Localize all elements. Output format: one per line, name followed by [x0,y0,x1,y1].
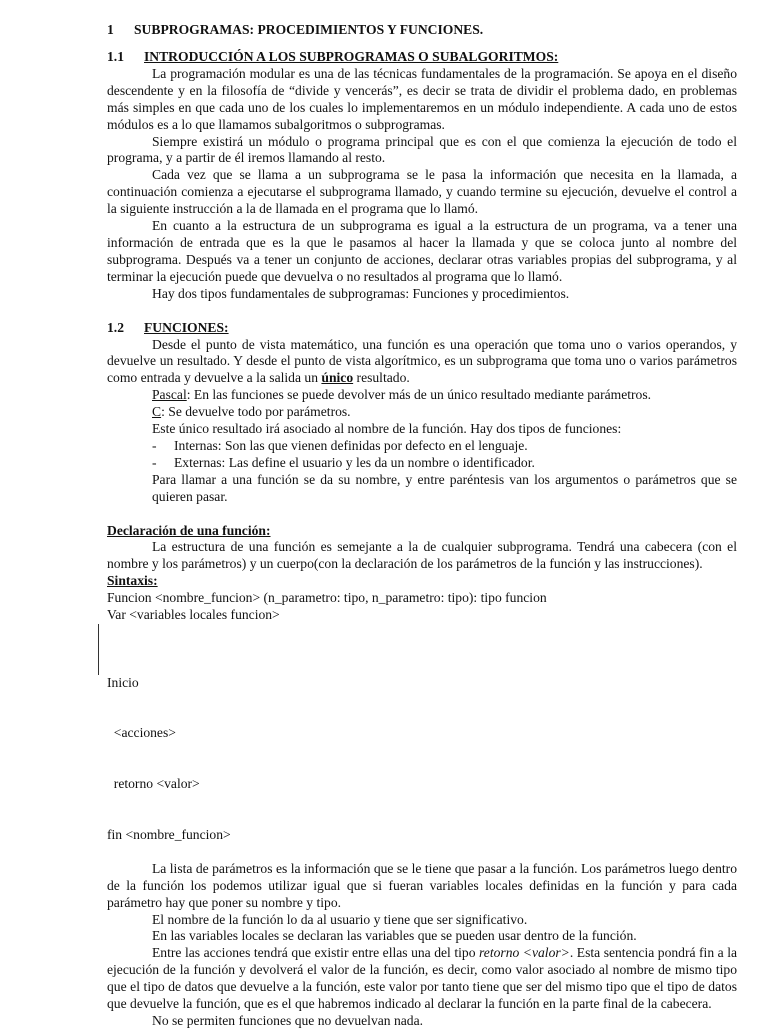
section-number: 1.1 [107,49,124,64]
paragraph-text: : Se devuelve todo por parámetros. [161,404,351,420]
code-inline: retorno <valor> [479,945,570,961]
paragraph-text: . Esta sentencia pondrá fin a la ejecución de la función y devolverá el valor de la función, es decir, como valor asociado al nombre de mismo tipo que el tipo de datos que devuelve a la función, este valor por tanto tiene que ser del mismo tipo que el tipo de datos que devuelve la función, que es el que habremos indicado al declarar la función en la parte final de la cabecera. [107,945,738,1012]
code-line: Inicio [107,674,139,690]
paragraph: Hay dos tipos fundamentales de subprogramas: Funciones y procedimientos. [152,285,570,301]
paragraph: Cada vez que se llama a un subprograma se le pasa la información que necesita en la llamada, a continuación comienza a ejecutarse el subprograma llamado, y cuando termine su ejecución, devuelve el control a la siguiente instrucción a la de llamada en el programa que lo llamó. [107,167,737,217]
code-line: Funcion <nombre_funcion> (n_parametro: tipo, n_parametro: tipo): tipo funcion [107,590,547,606]
code-body [107,624,737,827]
syntax-label: Sintaxis: [107,573,158,589]
paragraph-text: Entre las acciones tendrá que existir entre ellas una del tipo [152,945,480,961]
paragraph: El nombre de la función lo da al usuario y tiene que ser significativo. [152,911,528,927]
list-item: - Externas: Las define el usuario y les da un nombre o identificador. [107,455,737,472]
paragraph-text: resultado. [353,370,410,386]
bracket-line [98,624,99,675]
paragraph: La programación modular es una de las técnicas fundamentales de la programación. Se apoya en el diseño descendente y en la filosofía de “divide y vencerás”, es decir se trata de dividir el problema dado, en problemas más simples en que cada uno de los cuales lo implementaremos en un módulo independiente. A cada uno de estos módulos es a lo que llamamos subalgoritmos o subprogramas. [107,65,737,132]
syntax-code-block [107,590,737,844]
section-heading-1-1 [107,49,737,66]
emphasis-text: único [321,370,354,386]
code-line: <acciones> [107,725,176,741]
chapter-heading [107,22,737,40]
list-item: - Internas: Son las que vienen definidas por defecto en el lenguaje. [107,438,737,455]
language-label: Pascal [152,387,187,403]
code-line: Var <variables locales funcion> [107,607,280,623]
paragraph [107,945,737,1013]
paragraph [107,337,737,388]
paragraph: Este único resultado irá asociado al nombre de la función. Hay dos tipos de funciones: [152,421,622,437]
language-label: C [152,404,162,420]
section-title: INTRODUCCIÓN A LOS SUBPROGRAMAS O SUBALGORITMOS: [144,49,559,64]
paragraph: La estructura de una función es semejante a la de cualquier subprograma. Tendrá una cabecera (con el nombre y los parámetros) y un cuerpo(con la declaración de los parámetros de la función y las instrucciones). [107,539,737,572]
paragraph-text: : En las funciones se puede devolver más de un único resultado mediante parámetros. [186,387,652,403]
section-number: 1.2 [107,319,124,335]
paragraph-text: Desde el punto de vista matemático, una función es una operación que toma uno o varios operandos, y devuelve un resultado. Y desde el punto de vista algorítmico, es un subprograma que toma uno o varios parámetros como entrada y devuelve a la salida un [107,336,737,386]
code-line: fin <nombre_funcion> [107,826,231,842]
paragraph: Para llamar a una función se da su nombre, y entre paréntesis van los argumentos o parámetros que se quieren pasar. [152,471,737,504]
chapter-number: 1 [107,22,114,37]
chapter-title: SUBPROGRAMAS: PROCEDIMIENTOS Y FUNCIONES. [134,22,484,37]
paragraph: Siempre existirá un módulo o programa principal que es con el que comienza la ejecución de todo el programa, y a partir de él iremos llamando al resto. [107,133,737,166]
paragraph [107,404,737,421]
paragraph: La lista de parámetros es la información que se le tiene que pasar a la función. Los parámetros luego dentro de la función los podemos utilizar igual que si fueran variables locales definidas en la función y para cada parámetro hay que poner su nombre y tipo. [107,860,737,910]
document-page [107,22,737,1030]
section-title: FUNCIONES: [144,319,229,335]
code-line: retorno <valor> [107,776,200,792]
subsection-heading: Declaración de una función: [107,522,271,538]
paragraph: No se permiten funciones que no devuelvan nada. [152,1012,424,1028]
function-types-list [107,438,737,472]
section-heading-1-2 [107,320,737,337]
paragraph [107,387,737,404]
paragraph: En las variables locales se declaran las variables que se pueden usar dentro de la función. [152,928,637,944]
paragraph: En cuanto a la estructura de un subprograma es igual a la estructura de un programa, va a tener una información de entrada que es la que le pasamos al hacer la llamada y que se coloca junto al nombre del subprograma. Después va a tener un conjunto de acciones, declarar otras variables propias del subprograma, y al terminar la ejecución puede que devuelva o no resultados al programa que lo llamó. [107,218,737,284]
